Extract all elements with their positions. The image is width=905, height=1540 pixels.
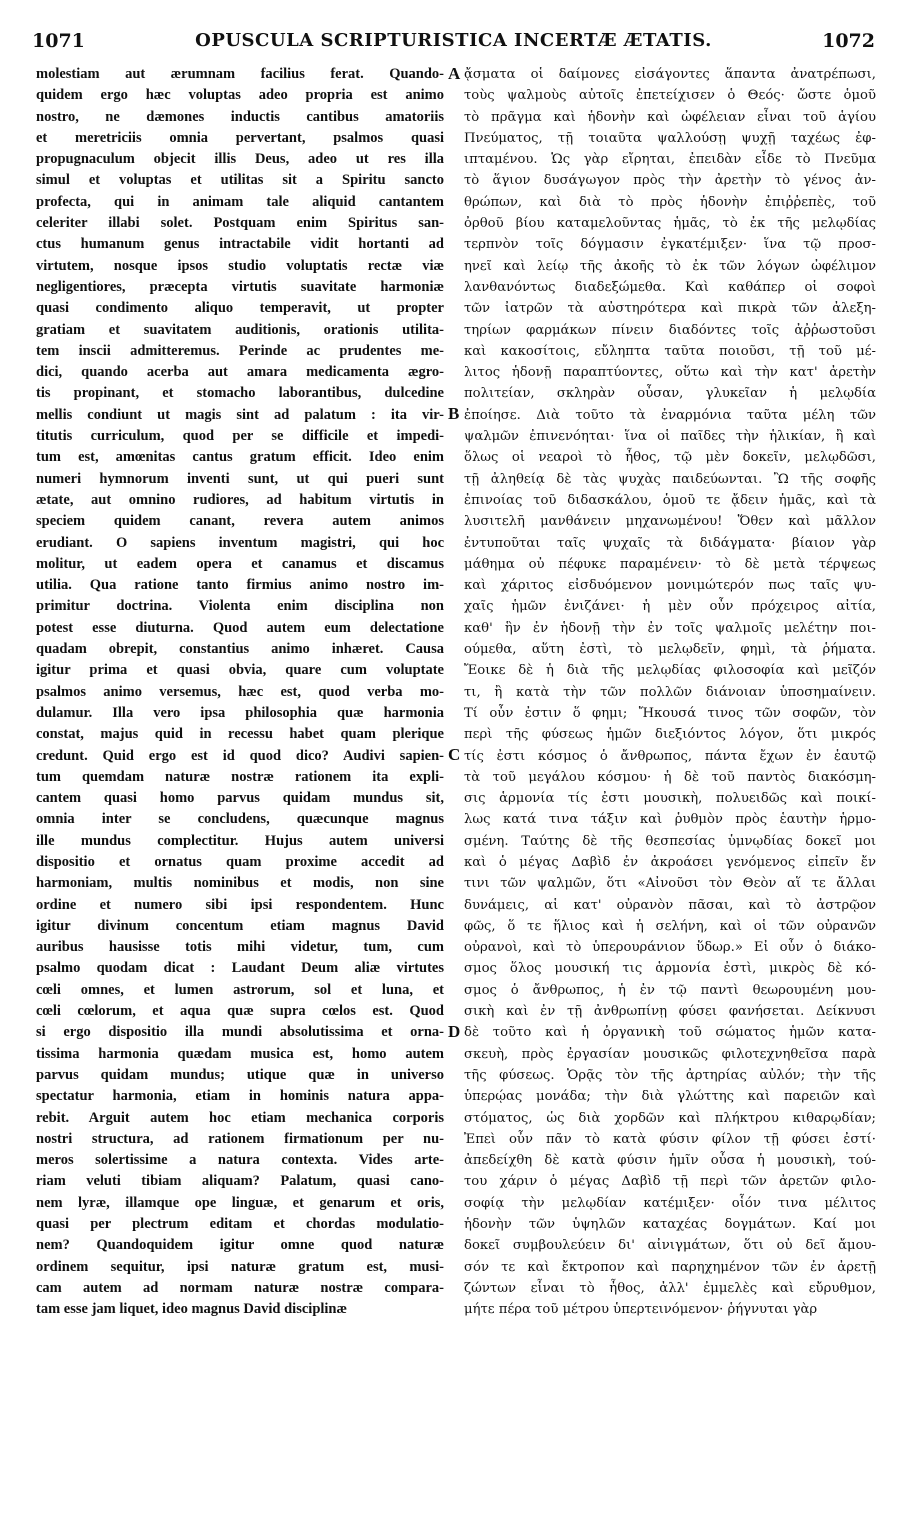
greek-text-line: θρώπων, καὶ διὰ τὸ πρὸς ἡδονὴν ἐπιῤῥεπὲς, τοῦ	[464, 194, 876, 210]
greek-text-line: ψαλμῶν ἐπινενόηται· ἵνα οἱ παῖδες τὴν ἡλικίαν, ἢ καὶ	[464, 429, 876, 445]
latin-text-line: negligentiores, præcepta virtutis suavitate harmoniæ	[36, 278, 444, 295]
latin-text-line: dispositio et ornatus quam proxime accedit ad	[36, 853, 444, 870]
section-marker-a: A	[448, 64, 461, 83]
greek-text-line: καθ' ἣν ἐν ἡδονῇ τὴν ἐν τοῖς ψαλμοῖς μελέτην ποι-	[464, 620, 876, 636]
section-marker-b: B	[448, 404, 460, 423]
latin-text-line: utilia. Qua ratione tanto firmius animo nostro im-	[36, 577, 444, 594]
latin-text-line: si ergo dispositio illa mundi absolutissima et orna-	[36, 1024, 444, 1041]
greek-text-line: ούμεθα, αὕτη ἐστὶ, τὸ μελῳδεῖν, φημὶ, τὰ ῥήματα.	[464, 642, 876, 658]
greek-text-line: χαῖς ἡμῶν ἐνιζάνει· ἡ μὲν οὖν πρόχειρος αἰτία,	[464, 599, 876, 615]
latin-text-line: quadam obrepit, constantius animo inhæret. Causa	[36, 641, 444, 658]
greek-text-line: ἐντυποῦται ταῖς ψυχαῖς τὰ διδάγματα· βίαιον γὰρ	[464, 535, 876, 551]
latin-column	[36, 64, 444, 1321]
latin-text-line: nem? Quandoquidem igitur omne quod naturæ	[36, 1237, 444, 1254]
greek-text-line: σμος ὁ ἄνθρωπος, ἡ ἐν τῷ παντὶ θεωρουμένη μου-	[464, 982, 876, 998]
latin-text-line: riam veluti tibiam aliquam? Palatum, quasi cano-	[36, 1173, 444, 1190]
greek-text-line: δυνάμεις, αἱ κατ' οὐρανὸν πᾶσαι, καὶ τὸ ἀστρῷον	[464, 897, 876, 913]
greek-text-line: ὑπερῴας μονάδα; τὴν διὰ γλώττης καὶ παρειῶν καὶ	[464, 1089, 876, 1105]
greek-text-line: τερπνὸν τοῖς δόγμασιν ἐγκατέμιξεν· ἵνα τῷ προσ-	[464, 237, 876, 253]
greek-text-line: ὅλως οἱ νεαροὶ τὸ ἦθος, τῷ μὲν δοκεῖν, μελῳδῶσι,	[464, 450, 876, 466]
latin-text-line: celeriter illabi solet. Postquam enim Spiritus san-	[36, 215, 444, 232]
greek-text-line: σοφίᾳ τὴν μελῳδίαν κατέμιξεν· οἷόν τινα μέλιτος	[464, 1195, 876, 1211]
latin-text-line: titutis curriculum, quod per se difficile et impedi-	[36, 428, 444, 445]
greek-text-line: Ἔοικε δὲ ἡ διὰ τῆς μελῳδίας φιλοσοφία καὶ μεῖζόν	[464, 663, 876, 679]
greek-text-line: ἡδονὴν τῶν ὑψηλῶν καταχέας δογμάτων. Καί μοι	[464, 1217, 876, 1233]
section-marker-d: D	[448, 1022, 461, 1041]
greek-column	[464, 64, 876, 1321]
latin-text-line: ætate, aut omnino rudiores, ad habitum virtutis in	[36, 491, 444, 508]
greek-text-line: σκευὴ, πρὸς ἐργασίαν μουσικῶς φιλοτεχνηθεῖσα παρὰ	[464, 1046, 876, 1062]
latin-text-line: simul et voluptas et utilitas sit a Spiritu sancto	[36, 172, 444, 189]
greek-text-line: περὶ τῆς φύσεως ἡμῶν διεξιόντος λόγον, ὅτι μικρός	[464, 727, 876, 743]
page-number-left: 1071	[32, 30, 85, 52]
latin-text-line: et meretriciis omnia pervertant, psalmos quasi	[36, 129, 444, 146]
latin-text-line: meros solertissime a natura contexta. Vides arte-	[36, 1152, 444, 1169]
latin-text-line: constat, majus quid in recessu habet quam plerique	[36, 726, 444, 743]
latin-text-line: potest esse diuturna. Quod autem eum delectatione	[36, 619, 444, 636]
latin-text-line: tam esse jam liquet, ideo magnus David disciplinæ	[36, 1301, 347, 1318]
latin-text-line: spectatur harmonia, etiam in hominis natura appa-	[36, 1088, 444, 1105]
greek-text-line: ζώντων εἶναι τὸ ἦθος, ἀλλ' ἐμμελὲς καὶ εὔρυθμον,	[464, 1280, 876, 1296]
latin-text-line: igitur divinum concentum etiam magnus David	[36, 917, 444, 934]
latin-text-line: auribus hausisse totis mihi videtur, tum, cum	[36, 939, 444, 956]
greek-text-line: τὰ τοῦ μεγάλου κόσμου· ἡ δὲ τοῦ παντὸς διακόσμη-	[464, 769, 876, 785]
latin-text-line: molestiam aut ærumnam facilius ferat. Quando-	[36, 66, 444, 82]
latin-text-line: numeri hymnorum inventi sunt, ut qui pueri sunt	[36, 470, 444, 487]
latin-text-line: mellis condiunt ut magis sint ad palatum : ita vir-	[36, 406, 444, 423]
latin-text-line: igitur prima et quasi obvia, quare cum voluptate	[36, 662, 444, 679]
latin-text-line: virtutem, nosque ipsos studio voluptatis rectæ viæ	[36, 257, 444, 274]
greek-text-line: καὶ ὁ μέγας Δαβὶδ ἐν ἀκροάσει γενόμενος εἰπεῖν ἔν	[464, 854, 876, 870]
latin-text-line: ordinem sequitur, ipsi naturæ gratum est, musi-	[36, 1258, 444, 1275]
latin-text-line: dulamur. Illa vero ipsa philosophia quæ harmonia	[36, 704, 444, 721]
latin-text-line: omnia inter se concludens, quæcunque magnus	[36, 811, 444, 828]
latin-text-line: speciem quidem canant, revera autem animos	[36, 513, 444, 530]
greek-text-line: τοὺς ψαλμοὺς αὐτοῖς ἐπετείχισεν ὁ Θεός· ὥστε ὁμοῦ	[464, 88, 876, 104]
latin-text-line: tum est, amœnitas cantus gratum efficit. Ideo enim	[36, 449, 444, 466]
greek-text-line: τι, ἢ κατὰ τὴν τῶν πολλῶν διάνοιαν ὑποσημαίνειν.	[464, 684, 876, 700]
latin-text-line: quidem ergo hæc voluptas adeo propria est animo	[36, 87, 444, 104]
greek-text-line: λως κατά τινα τάξιν καὶ ῥυθμὸν πρὸς ἑαυτὴν ἡρμο-	[464, 812, 876, 828]
greek-text-line: δοκεῖ συμβουλεύειν δι' αἰνιγμάτων, ὅτι οὐ δεῖ ἄμου-	[464, 1238, 876, 1254]
greek-text-line: ᾄσματα οἱ δαίμονες εἰσάγοντες ἅπαντα ἀνατρέπωσι,	[464, 67, 876, 82]
latin-text-line: rebit. Arguit autem hoc etiam mechanica corporis	[36, 1109, 444, 1126]
greek-text-line: Τί οὖν ἐστιν ὅ φημι; Ἤκουσά τινος τῶν σοφῶν, τὸν	[464, 705, 876, 721]
latin-text-line: tissima harmonia quædam musica est, homo autem	[36, 1045, 444, 1062]
greek-text-line: Ἐπεὶ οὖν πᾶν τὸ κατὰ φύσιν φίλον τῇ φύσει ἐστί·	[464, 1131, 876, 1147]
greek-text-line: τὸ πρᾶγμα καὶ ἡδονὴν καὶ ὠφέλειαν εἶναι τοῦ ἁγίου	[464, 109, 876, 125]
running-title: OPUSCULA SCRIPTURISTICA INCERTÆ ÆTATIS.	[195, 30, 712, 51]
latin-text-line: parvus quidam mundus; utique quæ in universo	[36, 1066, 444, 1083]
latin-text-line: ordine et numero sibi ipsi respondentem. Hunc	[36, 896, 444, 913]
greek-text-line: τῶν ἰατρῶν τὰ αὐστηρότερα καὶ πικρὰ τῶν ἀλεξη-	[464, 301, 876, 317]
greek-text-line: ἀπεδείχθη δὲ κατὰ φύσιν ἡμῖν οὖσα ἡ μουσικὴ, τού-	[464, 1153, 876, 1169]
greek-text-line: τινι τῶν ψαλμῶν, ὅτι «Αἰνοῦσι τὸν Θεὸν αἵ τε ἄλλαι	[464, 876, 876, 892]
greek-text-line: τῆς φύσεως. Ὁρᾷς τὸν τῆς ἀρτηρίας αὐλόν; τὴν τῆς	[464, 1067, 876, 1083]
latin-text-line: quasi per plectrum editam et chordas modulatio-	[36, 1216, 444, 1233]
latin-text-line: erudiant. O sapiens inventum magistri, qui hoc	[36, 534, 444, 551]
greek-text-line: πολιτείαν, σκληρὰν οὖσαν, γλυκεῖαν ἡ μελῳδία	[464, 386, 876, 402]
greek-text-line: μήτε πέρα τοῦ μέτρου ὑπερτεινόμενον· ῥήγνυται γὰρ	[464, 1302, 818, 1318]
latin-text-line: cœli cœlorum, et aqua quæ supra cœlos est. Quod	[36, 1003, 444, 1020]
latin-text-line: psalmos animo versemus, hæc est, quod verba mo-	[36, 683, 444, 700]
greek-text-line: ἐπινοίας τοῦ διδασκάλου, ὁμοῦ τε ᾄδειν ἡμᾶς, καὶ τὰ	[464, 492, 876, 508]
greek-text-line: μάθημα οὐ πέφυκε παραμένειν· τὸ δὲ μετὰ τέρψεως	[464, 556, 876, 572]
greek-text-line: τῇ ἀληθείᾳ δὲ τὰς ψυχὰς παιδεύωνται. Ὢ τῆς σοφῆς	[464, 471, 876, 487]
latin-text-line: molitur, ut eadem opera et canamus et discamus	[36, 555, 444, 572]
latin-text-line: ctus humanum genus intractabile vidit hortanti ad	[36, 236, 444, 253]
greek-text-line: τὸ ἅγιον δυσάγωγον πρὸς τὴν ἀρετὴν τὸ γένος ἀν-	[464, 173, 876, 189]
latin-text-line: ille mundus complectitur. Hujus autem universi	[36, 832, 444, 849]
latin-text-line: psalmo quodam dicat : Laudant Deum aliæ virtutes	[36, 960, 444, 977]
greek-text-line: τηρίων φαρμάκων πίνειν διαδόντες τοῖς ἀῤῥωστοῦσι	[464, 322, 876, 338]
latin-text-line: propugnaculum objecit illis Deus, adeo ut res illa	[36, 151, 444, 168]
latin-text-line: quasi condimento aliquo temperavit, ut propter	[36, 300, 444, 317]
latin-text-line: cœli omnes, et lumen astrorum, sol et luna, et	[36, 981, 444, 998]
latin-text-line: profecta, qui in animam tale aliquid cantantem	[36, 193, 444, 210]
greek-text-line: ἐποίησε. Διὰ τοῦτο τὰ ἐναρμόνια ταῦτα μέλη τῶν	[464, 407, 876, 423]
greek-text-line: λιτος ἡδονῇ παραπτύοντες, οὕτω καὶ τὴν κατ' ἀρετὴν	[464, 365, 876, 381]
latin-text-line: tem inscii admitteremus. Perinde ac prudentes me-	[36, 342, 444, 359]
greek-text-line: οὐρανοὶ, καὶ τὸ ὑπερουράνιον ὕδωρ.» Εἰ οὖν ὁ διάκο-	[464, 940, 876, 956]
greek-text-line: καὶ κακοσίτοις, εὔληπτα ταῦτα ποιοῦσι, τῇ τοῦ μέ-	[464, 343, 876, 359]
greek-text-line: λυσιτελῆ μανθάνειν μηχανωμένου! Ὅθεν καὶ μᾶλλον	[464, 514, 876, 530]
greek-text-line: δὲ τοῦτο καὶ ἡ ὀργανικὴ τοῦ σώματος ἡμῶν κατα-	[464, 1025, 876, 1041]
greek-text-line: σόν τε καὶ ἔκτροπον καὶ παρηχημένον τῶν ἐν ἀρετῇ	[464, 1259, 876, 1275]
greek-text-line: σις ἁρμονία τίς ἐστι μουσικὴ, πολυειδῶς καὶ ποικί-	[464, 791, 876, 807]
latin-text-line: nostri structura, ad rationem firmationum per nu-	[36, 1130, 444, 1147]
greek-text-line: ὀρθοῦ βίου καταμελοῦντας ἡμᾶς, τὸ ἐκ τῆς μελῳδίας	[464, 216, 876, 232]
greek-text-line: καὶ χάριτος εἰσδυόμενον μονιμώτερόν πως ταῖς ψυ-	[464, 578, 876, 594]
latin-text-line: cantem quasi homo parvus quidam mundus sit,	[36, 790, 444, 807]
greek-text-line: ιπταμένου. Ὡς γὰρ εἴρηται, ἐπειδὰν εἶδε τὸ Πνεῦμα	[464, 152, 876, 168]
greek-text-line: του χάριν ὁ μέγας Δαβὶδ τῇ περὶ τῶν ἀρετῶν φιλο-	[464, 1174, 876, 1190]
latin-text-line: credunt. Quid ergo est id quod dico? Audivi sapien-	[36, 747, 444, 764]
greek-text-line: λανθανόντως διαδεξώμεθα. Καὶ καθάπερ οἱ σοφοὶ	[464, 279, 876, 295]
latin-text-line: primitur doctrina. Violenta enim disciplina non	[36, 598, 444, 615]
greek-text-line: σικὴ καὶ ἐν τῇ ἀνθρωπίνῃ φύσει φανήσεται. Δείκνυσι	[464, 1004, 876, 1020]
greek-text-line: ηνεῖ καὶ λείῳ τῆς ἀκοῆς τὸ ἐκ τῶν λόγων ὠφέλιμον	[464, 258, 876, 274]
greek-text-line: τίς ἐστι κόσμος ὁ ἄνθρωπος, πάντα ἔχων ἐν ἑαυτῷ	[464, 748, 876, 764]
latin-text-line: tum quemdam naturæ nostræ rationem ita expli-	[36, 768, 444, 785]
greek-text-line: Πνεύματος, τῇ τοιαῦτα ψαλλούσῃ ψυχῇ ταχέως ἐφ-	[464, 130, 876, 146]
latin-text-line: cam autem ad normam naturæ nostræ compara-	[36, 1279, 444, 1296]
page-number-right: 1072	[822, 30, 875, 52]
greek-text-line: στόματος, ὡς διὰ χορδῶν καὶ πλήκτρου κιθαρῳδίαν;	[464, 1110, 876, 1126]
greek-text-line: φῶς, ὅ τε ἥλιος καὶ ἡ σελήνη, καὶ οἱ τῶν οὐρανῶν	[464, 918, 876, 934]
latin-text-line: gratiam et suavitatem auditionis, orationis utilita-	[36, 321, 444, 338]
greek-text-line: σμος ὅλος μουσική τις ἁρμονία ἐστὶ, μικρὸς δὲ κό-	[464, 961, 876, 977]
latin-text-line: nem lyræ, illamque ope linguæ, et genarum et oris,	[36, 1194, 444, 1211]
section-marker-c: C	[448, 745, 461, 764]
latin-text-line: harmoniam, multis nominibus et modis, non sine	[36, 875, 444, 892]
page-header	[32, 30, 875, 62]
latin-text-line: tis propinant, et stomacho laborantibus, dulcedine	[36, 385, 444, 402]
greek-text-line: σμένη. Ταύτης δὲ τῆς θεσπεσίας ὑμνῳδίας δοκεῖ μοι	[464, 833, 876, 849]
latin-text-line: dici, quando acerba aut amara medicamenta ægro-	[36, 364, 444, 381]
latin-text-line: nostro, ne dæmones inductis cantibus amatoriis	[36, 108, 444, 125]
